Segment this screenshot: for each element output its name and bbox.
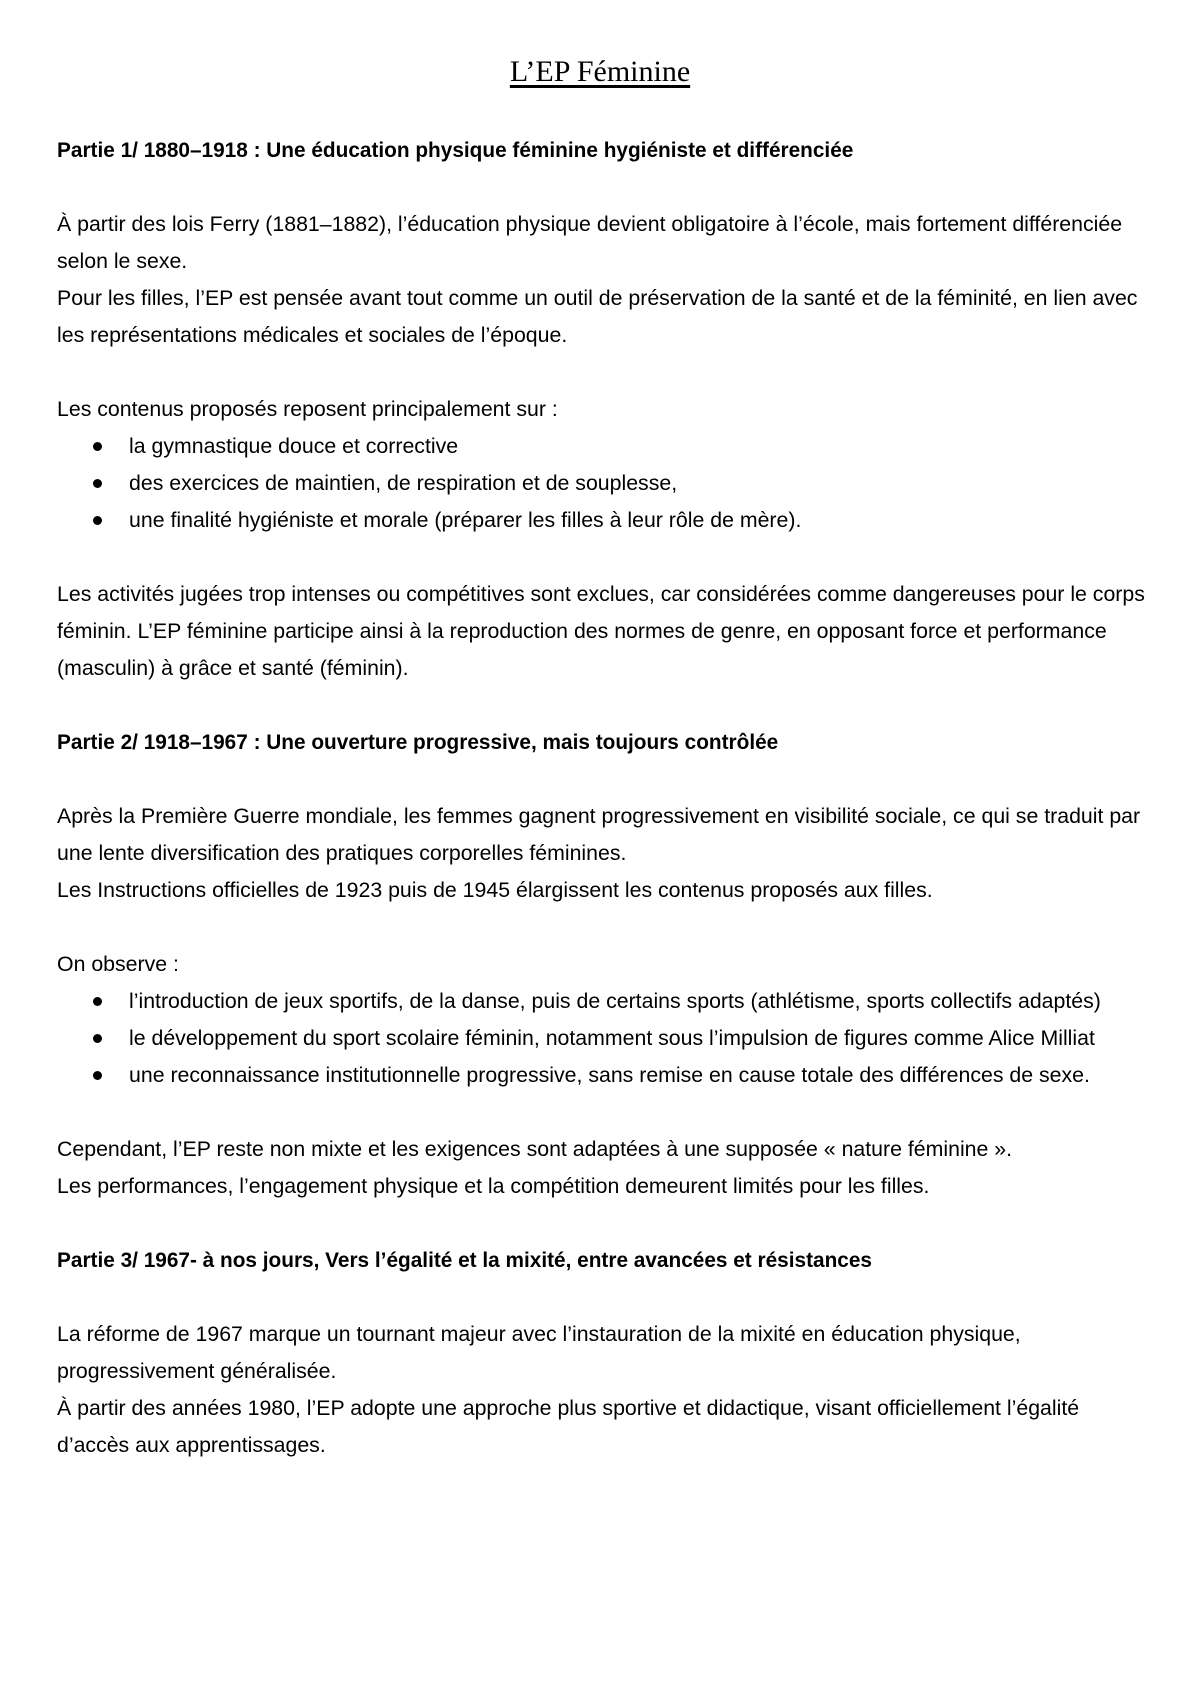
part1-paragraph-1: À partir des lois Ferry (1881–1882), l’éducation physique devient obligatoire à l’école, mais fortement différenciée selon le sexe.	[57, 212, 1123, 273]
part2-paragraph-3: Cependant, l’EP reste non mixte et les exigences sont adaptées à une supposée « nature féminine ».	[57, 1137, 1013, 1161]
list-item-text: la gymnastique douce et corrective	[129, 434, 459, 458]
bullet-icon	[93, 1071, 102, 1080]
list-item	[57, 428, 1157, 465]
list-item-text: des exercices de maintien, de respiration et de souplesse,	[129, 471, 678, 495]
list-item-text: une finalité hygiéniste et morale (préparer les filles à leur rôle de mère).	[129, 508, 802, 532]
part2-list-intro: On observe :	[57, 952, 179, 976]
part1-paragraph-2: Pour les filles, l’EP est pensée avant tout comme un outil de préservation de la santé et de la féminité, en lien avec les représentations médicales et sociales de l’époque.	[57, 286, 1138, 347]
part3-heading: Partie 3/ 1967- à nos jours, Vers l’égalité et la mixité, entre avancées et résistances	[57, 1249, 872, 1272]
part1-bullet-list	[57, 428, 1157, 539]
list-item	[57, 1020, 1157, 1057]
list-item-text: une reconnaissance institutionnelle progressive, sans remise en cause totale des différences de sexe.	[129, 1063, 1090, 1087]
list-item	[57, 502, 1157, 539]
document-title: L’EP Féminine	[509, 55, 691, 88]
bullet-icon	[93, 442, 102, 451]
part3-paragraph-1: La réforme de 1967 marque un tournant majeur avec l’instauration de la mixité en éducation physique, progressivement généralisée.	[57, 1322, 1021, 1383]
part1-list-intro: Les contenus proposés reposent principalement sur :	[57, 397, 558, 421]
bullet-icon	[93, 516, 102, 525]
list-item	[57, 983, 1157, 1020]
list-item	[57, 465, 1157, 502]
part1-paragraph-3: Les activités jugées trop intenses ou compétitives sont exclues, car considérées comme dangereuses pour le corps féminin. L’EP féminine participe ainsi à la reproduction des normes de genre, en opposant force et performance (masculin) à grâce et santé (féminin).	[57, 582, 1145, 680]
list-item-text: l’introduction de jeux sportifs, de la danse, puis de certains sports (athlétisme, sports collectifs adaptés)	[129, 989, 1101, 1013]
part3-paragraph-2: À partir des années 1980, l’EP adopte une approche plus sportive et didactique, visant officiellement l’égalité d’accès aux apprentissages.	[57, 1396, 1080, 1457]
list-item-text: le développement du sport scolaire féminin, notamment sous l’impulsion de figures comme Alice Milliat	[129, 1026, 1095, 1050]
part2-bullet-list	[57, 983, 1157, 1094]
part2-paragraph-1: Après la Première Guerre mondiale, les femmes gagnent progressivement en visibilité sociale, ce qui se traduit par une lente diversification des pratiques corporelles féminines.	[57, 804, 1141, 865]
bullet-icon	[93, 1034, 102, 1043]
part2-paragraph-2: Les Instructions officielles de 1923 puis de 1945 élargissent les contenus proposés aux filles.	[57, 878, 933, 902]
list-item	[57, 1057, 1157, 1094]
bullet-icon	[93, 479, 102, 488]
part2-paragraph-4: Les performances, l’engagement physique et la compétition demeurent limités pour les filles.	[57, 1174, 930, 1198]
part2-heading: Partie 2/ 1918–1967 : Une ouverture progressive, mais toujours contrôlée	[57, 731, 779, 754]
bullet-icon	[93, 997, 102, 1006]
document-body	[57, 132, 1157, 1464]
part1-heading: Partie 1/ 1880–1918 : Une éducation physique féminine hygiéniste et différenciée	[57, 139, 854, 162]
